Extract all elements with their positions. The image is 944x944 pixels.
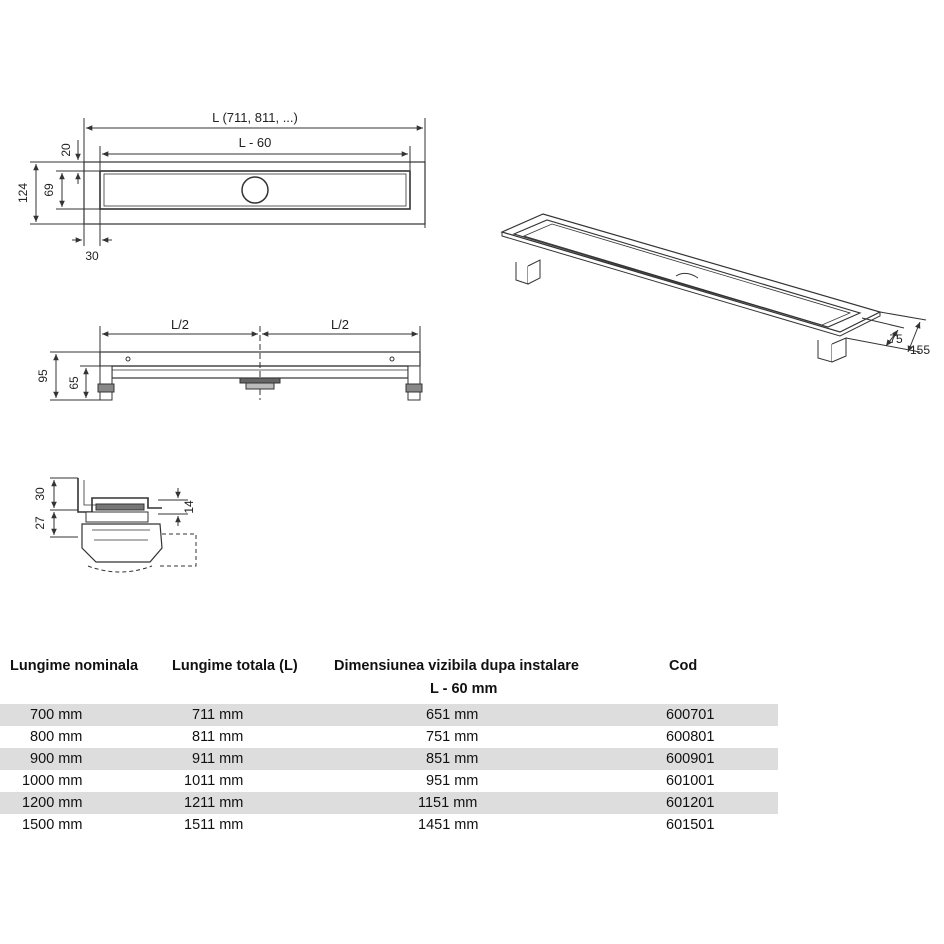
cell-visible: 951 mm <box>426 773 479 789</box>
dim-label-95: 95 <box>36 369 50 383</box>
cell-total: 811 mm <box>192 729 244 745</box>
cell-visible: 751 mm <box>426 729 479 745</box>
dim-label-30: 30 <box>85 249 99 263</box>
cell-visible: 1151 mm <box>418 795 478 811</box>
cell-nominal: 1500 mm <box>22 817 83 833</box>
table-row <box>0 726 778 748</box>
dim-label-left-half: L/2 <box>170 317 190 332</box>
cell-nominal: 700 mm <box>30 707 83 723</box>
header-total-length: Lungime totala (L) <box>172 658 298 674</box>
cell-code: 600801 <box>666 729 715 745</box>
dim-label-section-14: 14 <box>182 500 196 514</box>
table-row <box>0 792 778 814</box>
dim-label-section-30: 30 <box>33 487 47 501</box>
header-nominal-length: Lungime nominala <box>10 658 139 674</box>
cell-nominal: 1000 mm <box>22 773 83 789</box>
dim-label-65: 65 <box>67 376 81 390</box>
cell-code: 600901 <box>666 751 715 767</box>
spec-table <box>0 652 944 836</box>
cross-section-drawing <box>50 478 196 572</box>
cell-nominal: 1200 mm <box>22 795 83 811</box>
header-code: Cod <box>669 658 698 674</box>
dim-label-iso-155: 155 <box>909 343 931 357</box>
cell-code: 601501 <box>666 817 715 833</box>
table-row <box>0 704 778 726</box>
side-view-drawing <box>50 326 422 400</box>
dim-label-total-length: L (711, 811, ...) <box>212 110 298 125</box>
dim-label-69: 69 <box>42 183 56 197</box>
cell-total: 1011 mm <box>184 773 244 789</box>
dim-label-right-half: L/2 <box>330 317 350 332</box>
header-visible-formula: L - 60 mm <box>430 681 498 697</box>
cell-visible: 651 mm <box>426 707 479 723</box>
table-header <box>0 652 944 704</box>
cell-nominal: 800 mm <box>30 729 83 745</box>
cell-total: 1211 mm <box>184 795 244 811</box>
cell-visible: 1451 mm <box>418 817 479 833</box>
drain-outlet <box>242 177 268 203</box>
cell-total: 911 mm <box>192 751 244 767</box>
cell-code: 600701 <box>666 707 715 723</box>
dim-label-124: 124 <box>16 182 30 204</box>
dim-label-20: 20 <box>59 143 73 157</box>
cell-code: 601201 <box>666 795 715 811</box>
header-visible-dimension: Dimensiunea vizibila dupa instalare <box>334 658 579 674</box>
iso-outer-plate <box>502 214 880 332</box>
dim-label-iso-75: 75 <box>889 332 903 346</box>
isometric-drawing <box>502 214 926 362</box>
top-view-drawing <box>30 118 425 246</box>
dim-label-section-27: 27 <box>33 516 47 530</box>
table-row <box>0 814 778 836</box>
table-row <box>0 770 778 792</box>
cell-nominal: 900 mm <box>30 751 83 767</box>
cell-total: 1511 mm <box>184 817 244 833</box>
cell-total: 711 mm <box>192 707 244 723</box>
cell-code: 601001 <box>666 773 715 789</box>
table-row <box>0 748 778 770</box>
dim-label-visible-length: L - 60 <box>238 135 272 150</box>
cell-visible: 851 mm <box>426 751 479 767</box>
